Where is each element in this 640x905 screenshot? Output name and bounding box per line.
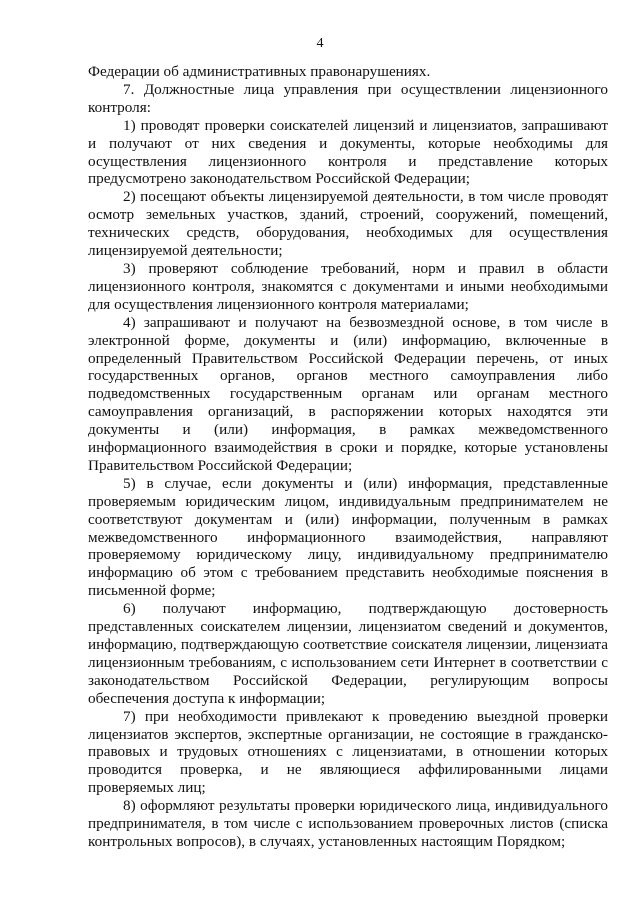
paragraph-subitem-8: 8) оформляют результаты проверки юридического лица, индивидуального предпринимателя, в том числе с использованием проверочных листов (списка контрольных вопросов), в случаях, установленных настоящим Порядком; — [88, 797, 608, 850]
paragraph-subitem-5: 5) в случае, если документы и (или) информация, представленные проверяемым юридическим лицом, индивидуальным предпринимателем не соответствуют документам и (или) информации, полученным в рамках межведомственного информационного взаимодействия, направляют проверяемому юридическому лицу, индивидуальному предпринимателю информацию об этом с требованием представить необходимые пояснения в письменной форме; — [88, 474, 608, 600]
paragraph-subitem-4: 4) запрашивают и получают на безвозмездной основе, в том числе в электронной форме, документы и (или) информацию, включенные в определенный Правительством Российской Федерации перечень, от иных государственных органов, органов местного самоуправления либо подведомственных государственным органам или органам местного самоуправления организаций, в распоряжении которых находятся эти документы и (или) информация, в рамках межведомственного информационного взаимодействия в сроки и порядке, которые установлены Правительством Российской Федерации; — [88, 313, 608, 474]
paragraph-subitem-3: 3) проверяют соблюдение требований, норм и правил в области лицензионного контроля, знакомятся с документами и иными необходимыми для осуществления лицензионного контроля материалами; — [88, 259, 608, 313]
paragraph-subitem-6: 6) получают информацию, подтверждающую достоверность представленных соискателем лицензии, лицензиатом сведений и документов, информацию, подтверждающую соответствие соискателя лицензии, лицензиата лицензионным требованиям, с использованием сети Интернет в соответствии с законодательством Российской Федерации, регулирующим вопросы обеспечения доступа к информации; — [88, 600, 608, 707]
paragraph-item-7-heading: 7. Должностные лица управления при осуществлении лицензионного контроля: — [88, 80, 608, 116]
paragraph-continuation: Федерации об административных правонарушениях. — [88, 63, 431, 80]
paragraph-subitem-2: 2) посещают объекты лицензируемой деятельности, в том числе проводят осмотр земельных участков, зданий, строений, сооружений, помещений, технических средств, оборудования, необходимых для осуществления лицензируемой деятельности; — [88, 188, 608, 260]
paragraph-subitem-7: 7) при необходимости привлекают к проведению выездной проверки лицензиатов экспертов, экспертные организации, не состоящие в гражданско-правовых и трудовых отношениях с лицензиатами, в отношении которых проводится проверка, и не являющиеся аффилированными лицами проверяемых лиц; — [88, 707, 608, 797]
page-number: 4 — [316, 36, 324, 51]
document-body — [88, 63, 608, 851]
paragraph-subitem-1: 1) проводят проверки соискателей лицензий и лицензиатов, запрашивают и получают от них сведения и документы, которые необходимы для осуществления лицензионного контроля и представление которых предусмотрено законодательством Российской Федерации; — [88, 116, 608, 188]
